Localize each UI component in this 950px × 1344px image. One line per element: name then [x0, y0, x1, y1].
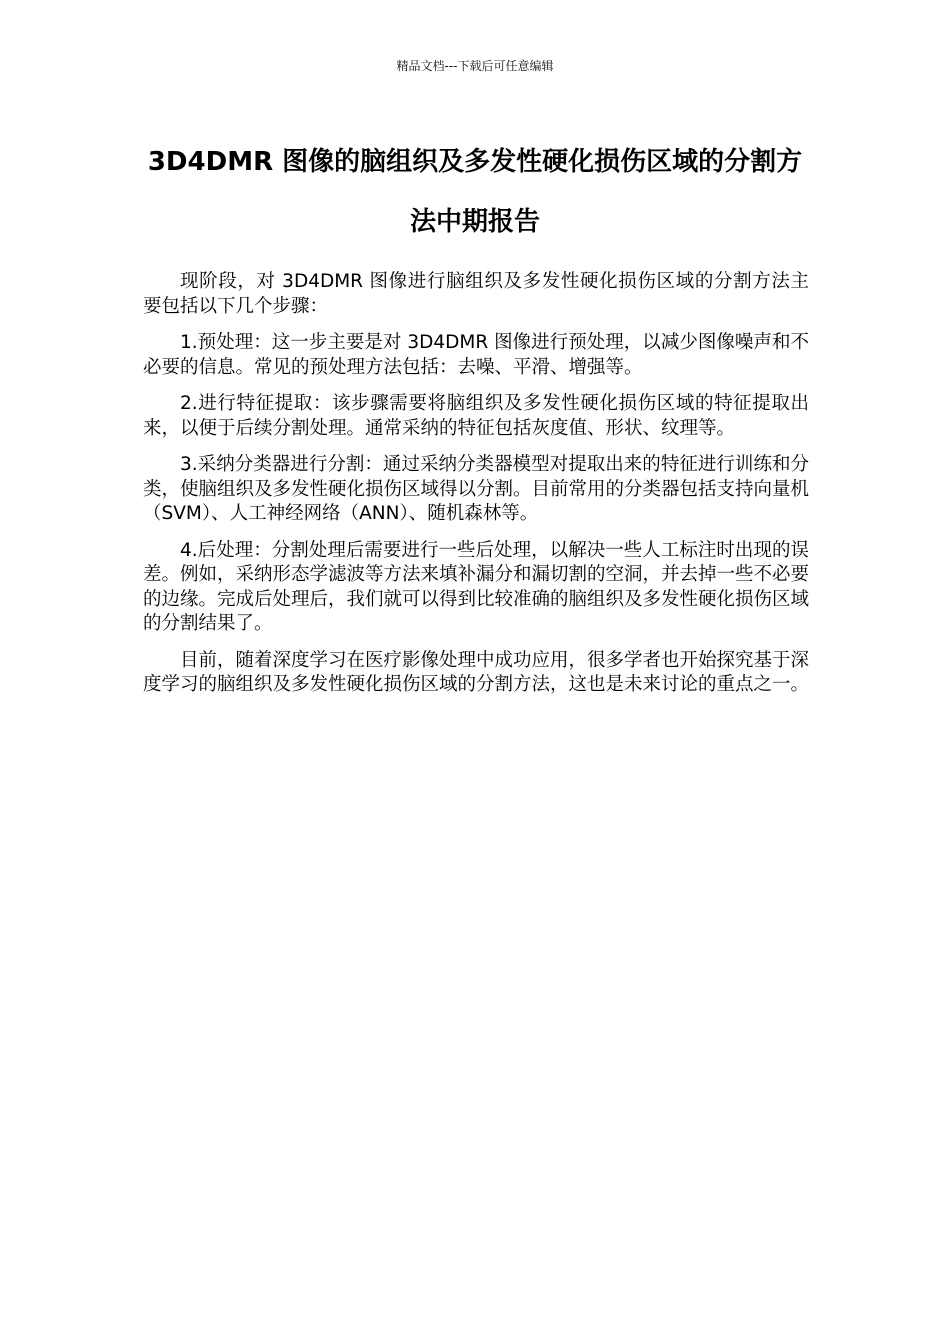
header-note: 精品文档---下载后可任意编辑 [396, 59, 554, 73]
document-body [143, 270, 809, 710]
step-classifier-paragraph: 3.采纳分类器进行分割：通过采纳分类器模型对提取出来的特征进行训练和分类，使脑组织及多发性硬化损伤区域得以分割。目前常用的分类器包括支持向量机（SVM）、人工神经网络（ANN）、随机森林等。 [143, 454, 810, 524]
outlook-paragraph: 目前，随着深度学习在医疗影像处理中成功应用，很多学者也开始探究基于深度学习的脑组织及多发性硬化损伤区域的分割方法，这也是未来讨论的重点之一。 [143, 649, 810, 695]
step-postprocessing-paragraph: 4.后处理：分割处理后需要进行一些后处理，以解决一些人工标注时出现的误差。例如，采纳形态学滤波等方法来填补漏分和漏切割的空洞，并去掉一些不必要的边缘。完成后处理后，我们就可以得到比较准确的脑组织及多发性硬化损伤区域的分割结果了。 [143, 539, 810, 634]
step-feature-extraction-paragraph: 2.进行特征提取：该步骤需要将脑组织及多发性硬化损伤区域的特征提取出来，以便于后续分割处理。通常采纳的特征包括灰度值、形状、纹理等。 [143, 393, 809, 439]
intro-paragraph: 现阶段，对 3D4DMR 图像进行脑组织及多发性硬化损伤区域的分割方法主要包括以下几个步骤： [143, 271, 809, 317]
step-preprocessing-paragraph: 1.预处理：这一步主要是对 3D4DMR 图像进行预处理，以减少图像噪声和不必要的信息。常见的预处理方法包括：去噪、平滑、增强等。 [143, 332, 809, 378]
document-title: 3D4DMR 图像的脑组织及多发性硬化损伤区域的分割方法中期报告 [147, 147, 803, 237]
